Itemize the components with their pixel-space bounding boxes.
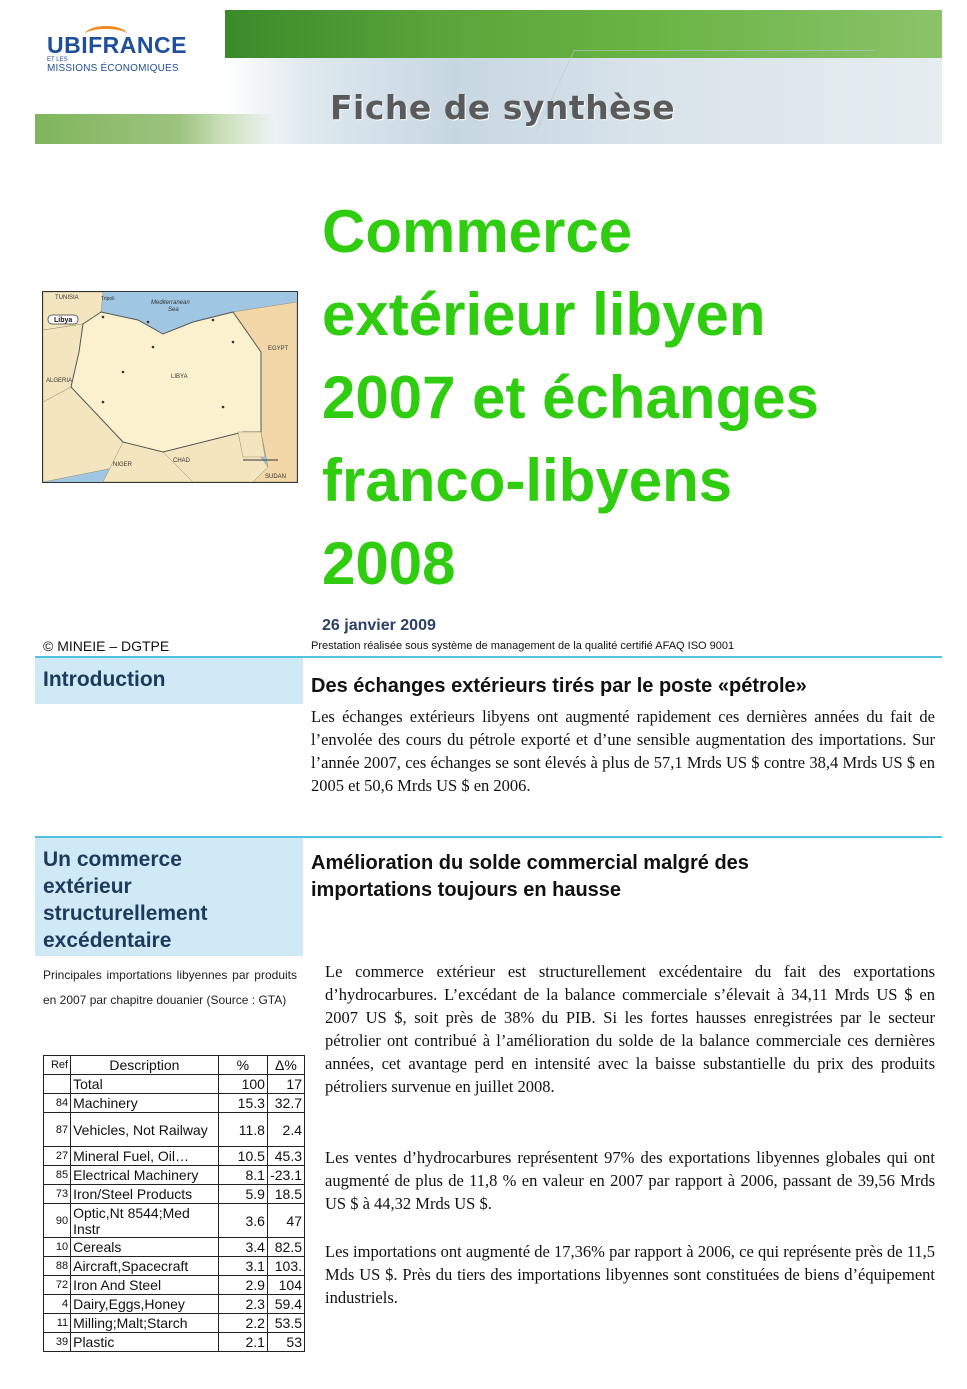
table-row (44, 1333, 305, 1352)
banner-title: Fiche de synthèse (330, 88, 676, 127)
logo-sub2: MISSIONS ÉCONOMIQUES (47, 63, 179, 74)
cell-percent: 100 (218, 1075, 267, 1094)
section2-title (311, 850, 749, 904)
cell-percent: 2.9 (218, 1276, 267, 1295)
logo-brand-right: FRANCE (88, 32, 187, 58)
table-row (44, 1276, 305, 1295)
header-banner (35, 10, 942, 144)
cell-percent: 3.6 (218, 1204, 267, 1238)
main-title-line-3: 2007 et échanges (322, 364, 819, 431)
cell-ref (44, 1075, 71, 1094)
copyright: © MINEIE – DGTPE (43, 638, 170, 654)
cell-description: Cereals (71, 1238, 219, 1257)
cell-delta: 17 (267, 1075, 304, 1094)
main-title (322, 190, 952, 605)
cell-ref: 90 (44, 1204, 71, 1238)
map-label-tunisia: TUNISIA (55, 295, 79, 301)
cell-description: Iron And Steel (71, 1276, 219, 1295)
imports-table (43, 1055, 305, 1352)
cell-percent: 3.1 (218, 1257, 267, 1276)
cell-percent: 5.9 (218, 1185, 267, 1204)
section1-body: Les échanges extérieurs libyens ont augmenté rapidement ces dernières années du fait de l’envolée des cours du pétrole exporté et d’une sensible augmentation des importations. Sur l’année 2007, ces échanges se sont élevés à plus de 57,1 Mrds US $ contre 38,4 Mrds US $ en 2005 et 50,6 Mrds US $ en 2006. (311, 707, 935, 795)
main-title-line-5: 2008 (322, 530, 456, 597)
cell-description: Electrical Machinery (71, 1166, 219, 1185)
cell-delta: -23.1 (267, 1166, 304, 1185)
section2-title-line-2: importations toujours en hausse (311, 879, 622, 901)
cell-description: Plastic (71, 1333, 219, 1352)
cell-percent: 3.4 (218, 1238, 267, 1257)
cell-ref: 85 (44, 1166, 71, 1185)
cell-description: Total (71, 1075, 219, 1094)
cell-delta: 18.5 (267, 1185, 304, 1204)
table-row (44, 1147, 305, 1166)
table-row (44, 1238, 305, 1257)
cell-delta: 82.5 (267, 1238, 304, 1257)
cell-percent: 2.1 (218, 1333, 267, 1352)
logo-swoosh-icon (85, 26, 127, 43)
side-heading-commerce (35, 838, 303, 956)
cell-percent: 2.2 (218, 1314, 267, 1333)
side-heading-commerce-line-4: excédentaire (43, 929, 172, 952)
map-label-libya: LIBYA (171, 374, 188, 380)
side-heading-commerce-line-2: extérieur (43, 875, 132, 898)
header-percent: % (218, 1056, 267, 1075)
map-label-niger: NIGER (113, 462, 133, 468)
table-row (44, 1113, 305, 1147)
section2-paragraph-2: Les ventes d’hydrocarbures représentent 97% des exportations libyennes globales qui ont augmenté de plus de 11,8 % en valeur en 2007 par rapport à 2006, passant de 39,56 Mrds US $ à 44,32 Mrds US $. (325, 1148, 935, 1213)
cell-delta: 104 (267, 1276, 304, 1295)
cell-ref: 87 (44, 1113, 71, 1147)
logo-sub1: ET LES (47, 57, 68, 63)
map-label-chad: CHAD (173, 458, 191, 464)
cell-delta: 59.4 (267, 1295, 304, 1314)
map-label-tripoli: Tripoli (101, 296, 115, 302)
cell-delta: 32.7 (267, 1094, 304, 1113)
map-label-egypt: EGYPT (268, 346, 289, 352)
quality-statement: Prestation réalisée sous système de management de la qualité certifié AFAQ ISO 9001 (311, 640, 735, 652)
map-label-sea-1: Mediterranean (151, 300, 190, 306)
logo-brand-left: UBI (47, 32, 89, 58)
cell-percent: 11.8 (218, 1113, 267, 1147)
section2-title-line-1: Amélioration du solde commercial malgré des (311, 852, 749, 874)
table-row (44, 1314, 305, 1333)
cell-delta: 2.4 (267, 1113, 304, 1147)
map-label-libya-tag: Libya (54, 317, 73, 324)
cell-ref: 10 (44, 1238, 71, 1257)
cell-delta: 103. (267, 1257, 304, 1276)
libya-map (42, 291, 298, 483)
cell-percent: 8.1 (218, 1166, 267, 1185)
section2-paragraph-3: Les importations ont augmenté de 17,36% par rapport à 2006, ce qui représente près de 11,5 Mds US $. Près du tiers des importations libyennes sont constituées de biens d’équipement industriels. (325, 1242, 935, 1307)
publication-date: 26 janvier 2009 (322, 617, 436, 634)
table-row (44, 1094, 305, 1113)
section2-paragraph-1: Le commerce extérieur est structurellement excédentaire du fait des exportations d’hydrocarbures. L’excédant de la balance commerciale s’élevait à 34,11 Mrds US $ en 2007 US $, soit près de 38% du PIB. Si les fortes hausses enregistrées par le secteur pétrolier ont contribué à l’amélioration du solde de la balance commerciale ces dernières années, cet avantage perd en intensité avec la baisse substantielle du prix des produits pétroliers survenue en juillet 2008. (325, 962, 935, 1096)
header-delta: Δ% (267, 1056, 304, 1075)
cell-delta: 53 (267, 1333, 304, 1352)
cell-description: Optic,Nt 8544;Med Instr (71, 1204, 219, 1238)
cell-description: Machinery (71, 1094, 219, 1113)
side-heading-commerce-line-1: Un commerce (43, 848, 182, 871)
cell-description: Vehicles, Not Railway (71, 1113, 219, 1147)
banner-green-band-lower (35, 114, 275, 144)
side-heading-commerce-line-3: structurellement (43, 902, 208, 925)
libya-map-graphic (43, 292, 297, 482)
main-title-line-4: franco-libyens (322, 447, 733, 514)
map-label-sea-2: Sea (168, 307, 179, 313)
side-heading-introduction: Introduction (35, 658, 303, 704)
main-title-line-2: extérieur libyen (322, 281, 766, 348)
cell-description: Mineral Fuel, Oil… (71, 1147, 219, 1166)
cell-delta: 45.3 (267, 1147, 304, 1166)
table-row (44, 1166, 305, 1185)
header-description: Description (71, 1056, 219, 1075)
map-label-algeria: ALGERIA (46, 378, 73, 384)
table-caption: Principales importations libyennes par produits en 2007 par chapitre douanier (Source : GTA) (43, 968, 297, 1007)
cell-percent: 2.3 (218, 1295, 267, 1314)
table-row (44, 1185, 305, 1204)
cell-description: Aircraft,Spacecraft (71, 1257, 219, 1276)
section1-title: Des échanges extérieurs tirés par le poste «pétrole» (311, 675, 807, 697)
cell-description: Iron/Steel Products (71, 1185, 219, 1204)
cell-delta: 47 (267, 1204, 304, 1238)
cell-ref: 27 (44, 1147, 71, 1166)
table-row (44, 1295, 305, 1314)
main-title-line-1: Commerce (322, 198, 633, 265)
table-row (44, 1204, 305, 1238)
cell-description: Dairy,Eggs,Honey (71, 1295, 219, 1314)
cell-ref: 11 (44, 1314, 71, 1333)
cell-description: Milling;Malt;Starch (71, 1314, 219, 1333)
header-ref: Ref (44, 1056, 71, 1075)
cell-ref: 4 (44, 1295, 71, 1314)
cell-ref: 39 (44, 1333, 71, 1352)
cell-percent: 10.5 (218, 1147, 267, 1166)
cell-ref: 73 (44, 1185, 71, 1204)
map-label-sudan: SUDAN (265, 474, 287, 480)
table-row (44, 1075, 305, 1094)
cell-ref: 88 (44, 1257, 71, 1276)
cell-ref: 72 (44, 1276, 71, 1295)
ubifrance-logo (47, 32, 217, 74)
cell-percent: 15.3 (218, 1094, 267, 1113)
table-header-row (44, 1056, 305, 1075)
cell-delta: 53.5 (267, 1314, 304, 1333)
table-row (44, 1257, 305, 1276)
cell-ref: 84 (44, 1094, 71, 1113)
